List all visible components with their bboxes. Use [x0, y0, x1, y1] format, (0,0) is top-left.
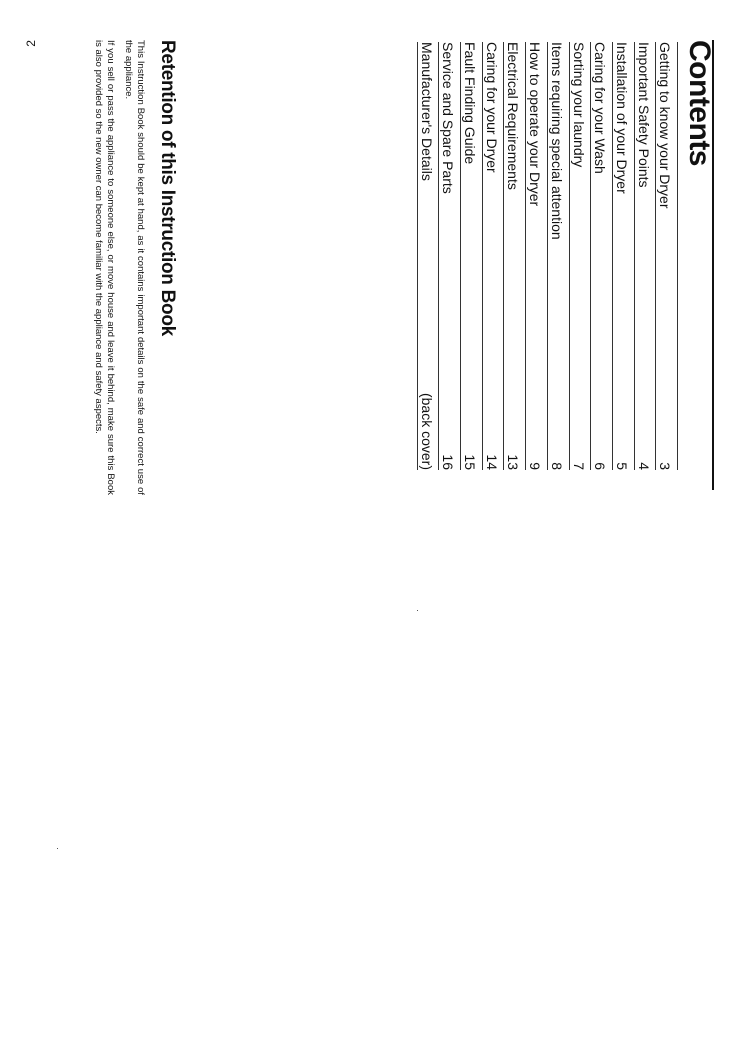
toc-entry-page: 8 — [548, 462, 565, 470]
toc-entry-page: 9 — [527, 462, 544, 470]
toc-entry — [504, 42, 526, 470]
toc-entry-title: How to operate your Dryer — [527, 42, 544, 207]
toc-entry — [655, 42, 678, 470]
page-number: 2 — [24, 40, 38, 47]
toc-entry-page: 4 — [635, 462, 652, 470]
toc-entry-page: 15 — [462, 454, 479, 470]
toc-entry-title: Sorting your laundry — [570, 42, 587, 168]
toc-entry-title: Items requiring special attention — [548, 42, 565, 240]
scan-speck — [57, 848, 58, 849]
toc-entry-page: 5 — [613, 462, 630, 470]
toc-entry-page: (back cover) — [418, 392, 435, 470]
toc-entry-page: 13 — [505, 454, 522, 470]
toc-entry — [547, 42, 569, 470]
toc-entry — [590, 42, 612, 470]
contents-title: Contents — [683, 40, 716, 166]
toc-entry — [417, 42, 439, 470]
toc-entry — [482, 42, 504, 470]
toc-entry-page: 16 — [440, 454, 457, 470]
toc-entry-title: Getting to know your Dryer — [657, 42, 674, 209]
toc-entry-page: 14 — [483, 454, 500, 470]
toc-entry — [634, 42, 656, 470]
toc-entry — [525, 42, 547, 470]
toc-entry-title: Electrical Requirements — [505, 42, 522, 190]
scan-speck — [417, 610, 418, 611]
toc-entry — [460, 42, 482, 470]
toc-entry-page: 3 — [657, 462, 674, 470]
retention-paragraph: This Instruction Book should be kept at hand, as it contains important details on the safe and correct use of the appliance. — [123, 40, 146, 495]
toc-entry-page: 6 — [592, 462, 609, 470]
toc-entry-title: Fault Finding Guide — [462, 42, 479, 165]
toc-entry-title: Installation of your Dryer — [613, 42, 630, 194]
toc-entry-title: Caring for your Dryer — [483, 42, 500, 173]
toc-entry — [569, 42, 591, 470]
toc-entry-title: Important Safety Points — [635, 42, 652, 188]
toc-entry-title: Manufacturer's Details — [418, 42, 435, 181]
table-of-contents — [417, 42, 678, 470]
toc-entry-title: Caring for your Wash — [592, 42, 609, 174]
toc-entry-title: Service and Spare Parts — [440, 42, 457, 194]
retention-heading: Retention of this Instruction Book — [157, 40, 178, 336]
retention-paragraph: If you sell or pass the appliance to someone else, or move house and leave it behind, make sure this Book is also provided so the new owner can become familiar with the appliance and safety aspects. — [93, 40, 116, 495]
toc-entry — [438, 42, 460, 470]
toc-entry — [612, 42, 634, 470]
toc-entry-page: 7 — [570, 462, 587, 470]
